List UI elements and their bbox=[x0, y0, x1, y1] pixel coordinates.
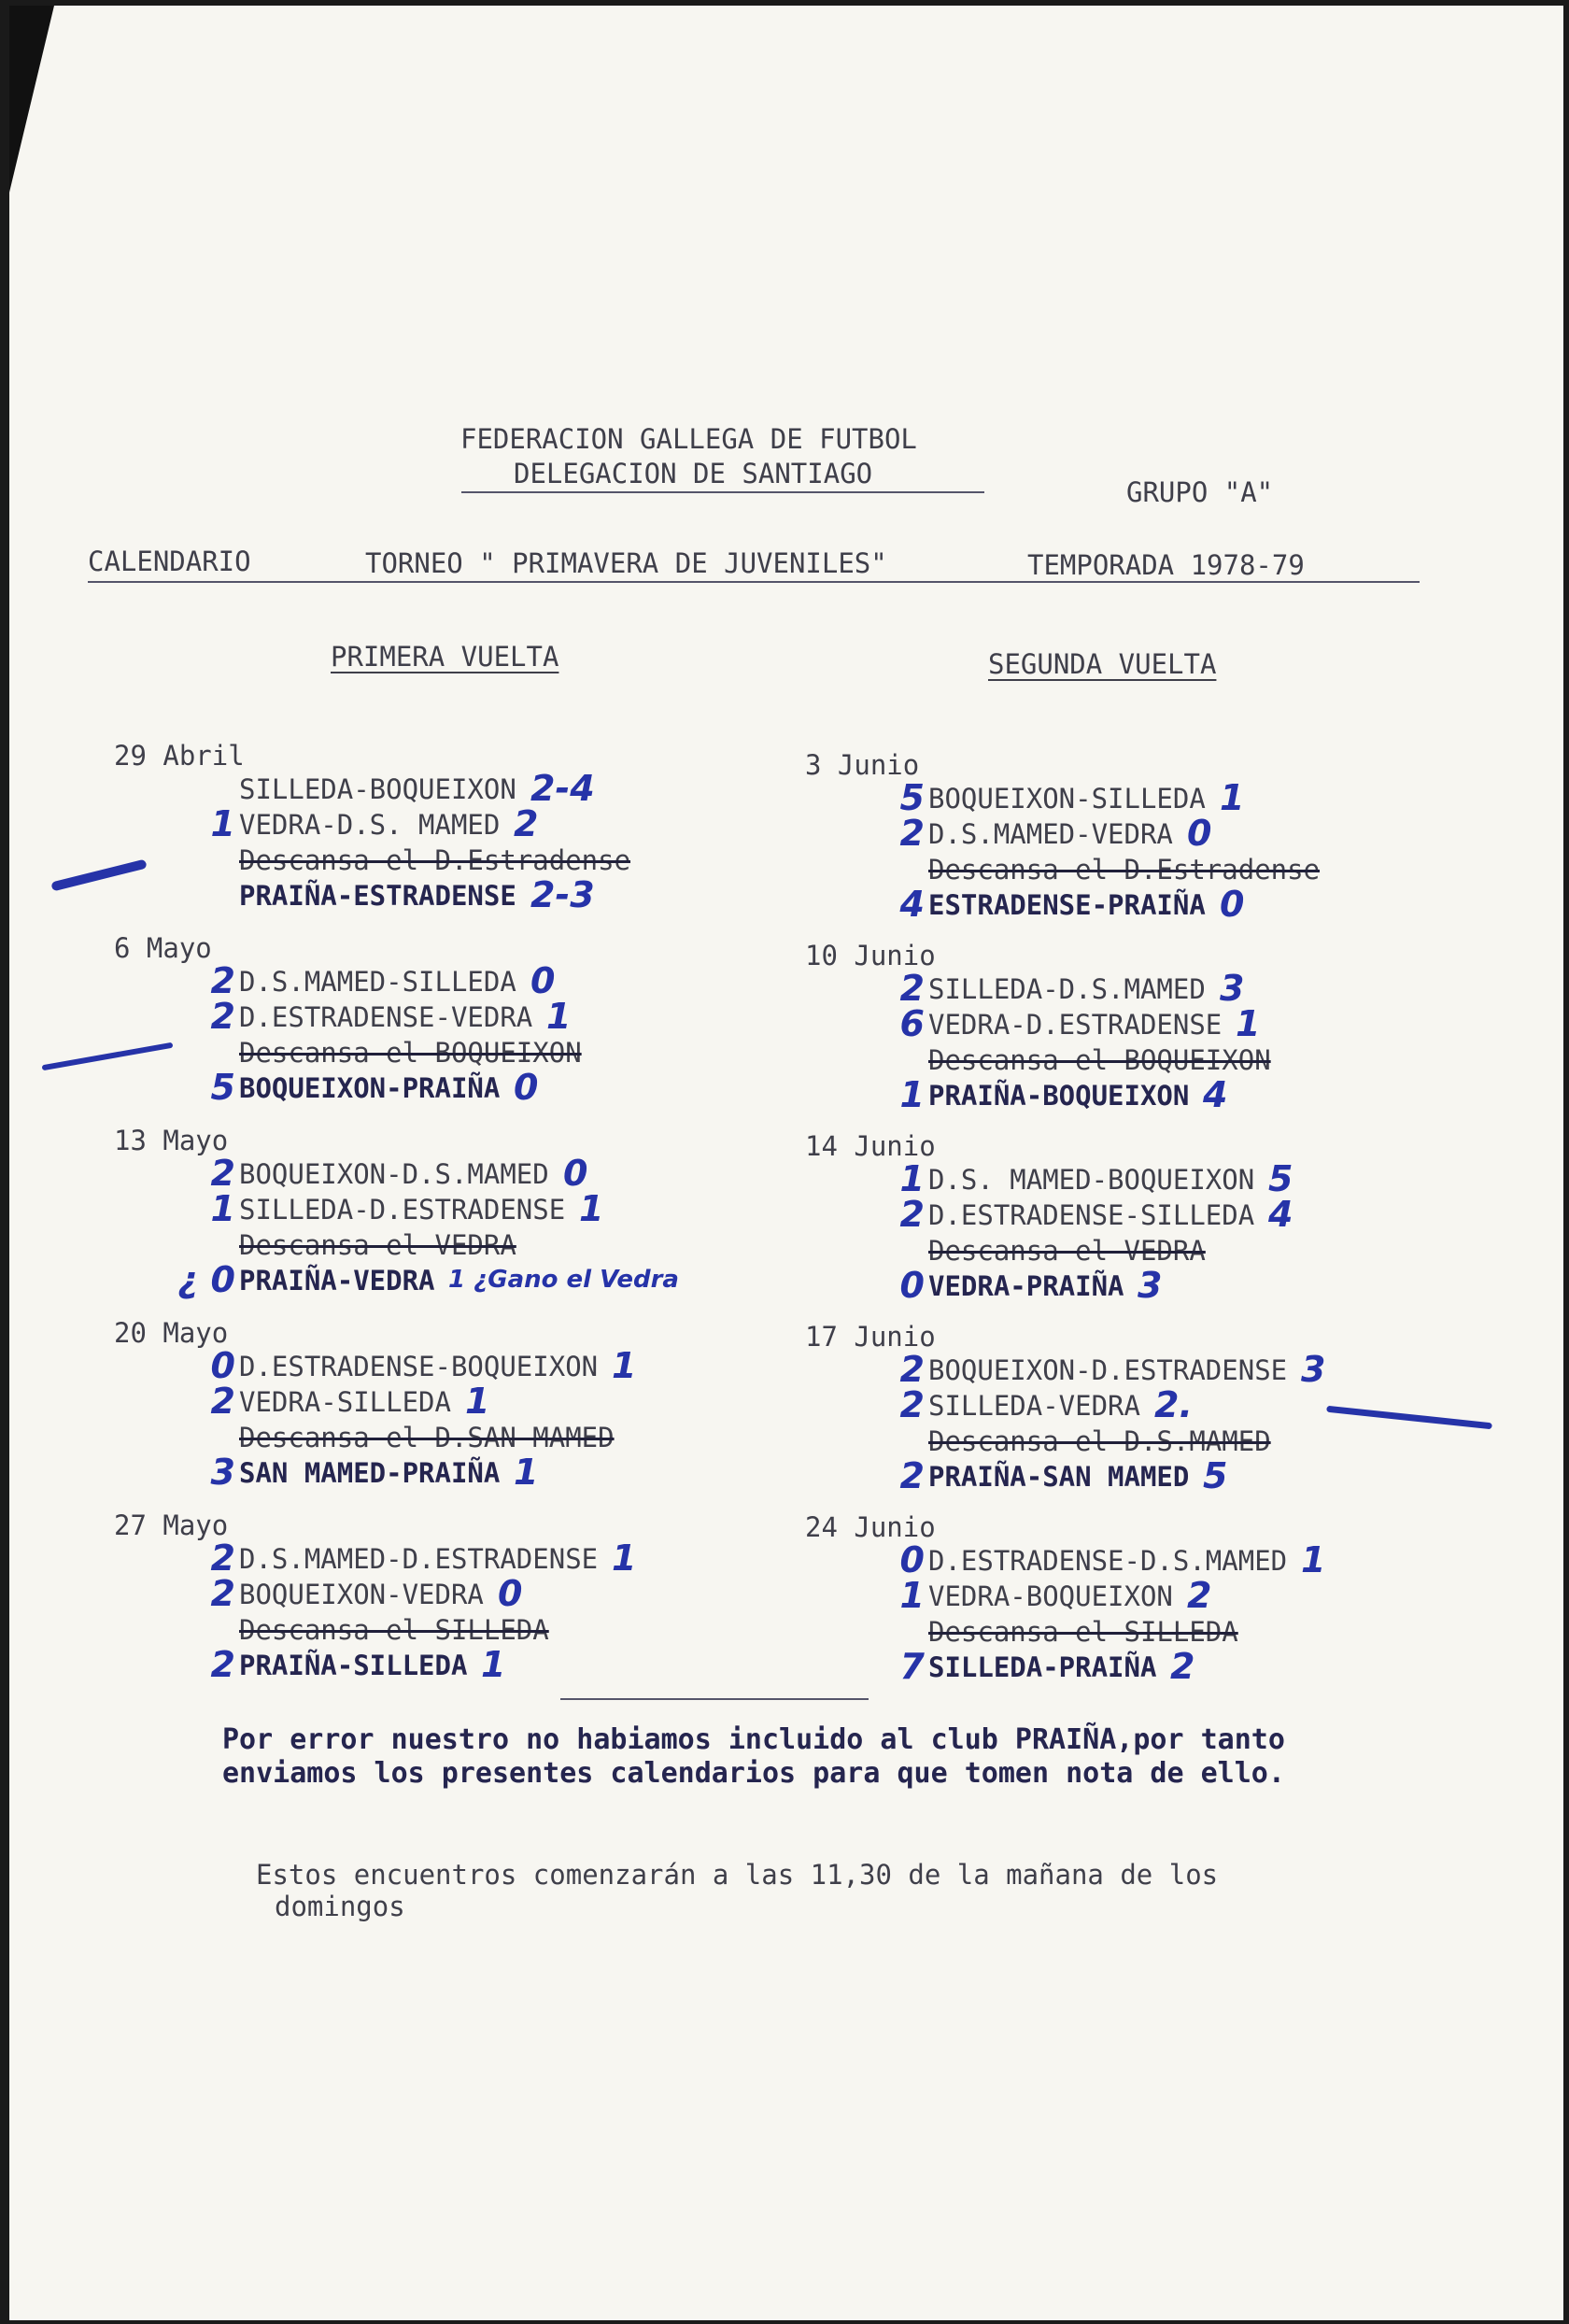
match-fixture: PRAIÑA-SAN MAMED bbox=[928, 1461, 1190, 1493]
away-score-handwritten: 1 bbox=[612, 1538, 637, 1579]
away-score-handwritten: 0 bbox=[563, 1153, 588, 1194]
rest-team-note: Descansa el VEDRA bbox=[928, 1235, 1206, 1267]
home-score-handwritten: 2 bbox=[210, 960, 235, 1001]
home-score-handwritten: 1 bbox=[899, 1575, 925, 1616]
round-date: 27 Mayo bbox=[114, 1509, 229, 1541]
delegation-underline bbox=[461, 491, 984, 493]
away-score-handwritten: 5 bbox=[1203, 1455, 1228, 1496]
home-score-handwritten: 0 bbox=[210, 1345, 235, 1386]
second-round-title: SEGUNDA VUELTA bbox=[988, 648, 1217, 680]
away-score-handwritten: 2. bbox=[1154, 1384, 1193, 1425]
home-score-handwritten: 0 bbox=[899, 1539, 925, 1580]
away-score-handwritten: 4 bbox=[1203, 1074, 1228, 1115]
match-fixture: D.S.MAMED-SILLEDA bbox=[239, 966, 516, 998]
rest-team-note: Descansa el BOQUEIXON bbox=[239, 1037, 582, 1069]
federation-title: FEDERACION GALLEGA DE FUTBOL bbox=[460, 423, 917, 455]
notice-line-2: enviamos los presentes calendarios para que tomen nota de ello. bbox=[222, 1757, 1285, 1790]
footer-line-1: Estos encuentros comenzarán a las 11,30 de la mañana de los bbox=[256, 1859, 1219, 1891]
away-score-handwritten: 1 bbox=[481, 1644, 506, 1685]
away-score-handwritten: 4 bbox=[1268, 1194, 1293, 1235]
rest-team-note: Descansa el D.Estradense bbox=[239, 844, 631, 876]
notice-line-1: Por error nuestro no habiamos incluido al club PRAIÑA,por tanto bbox=[222, 1723, 1285, 1756]
away-score-handwritten: 1 bbox=[1236, 1003, 1261, 1044]
match-fixture: VEDRA-D.S. MAMED bbox=[239, 809, 501, 841]
match-fixture: D.ESTRADENSE-BOQUEIXON bbox=[239, 1351, 599, 1382]
rest-team-note: Descansa el D.SAN MAMED bbox=[239, 1422, 615, 1453]
match-fixture: D.S.MAMED-D.ESTRADENSE bbox=[239, 1543, 599, 1575]
margin-scribble bbox=[50, 859, 147, 892]
home-score-handwritten: 5 bbox=[899, 777, 925, 818]
match-fixture: D.ESTRADENSE-D.S.MAMED bbox=[928, 1545, 1288, 1577]
rest-team-note: Descansa el D.S.MAMED bbox=[928, 1425, 1271, 1457]
calendar-label: CALENDARIO bbox=[88, 546, 251, 577]
rest-team-note: Descansa el D.Estradense bbox=[928, 854, 1321, 886]
group-label: GRUPO "A" bbox=[1126, 476, 1274, 508]
away-score-handwritten: 1 bbox=[1220, 777, 1245, 818]
away-score-handwritten: 1 bbox=[546, 996, 572, 1037]
home-score-handwritten: 7 bbox=[899, 1646, 925, 1687]
match-fixture: SILLEDA-PRAIÑA bbox=[928, 1651, 1157, 1683]
match-fixture: BOQUEIXON-D.S.MAMED bbox=[239, 1158, 549, 1190]
match-fixture: BOQUEIXON-VEDRA bbox=[239, 1579, 484, 1610]
away-score-handwritten: 5 bbox=[1268, 1158, 1293, 1199]
away-score-handwritten: 0 bbox=[1187, 813, 1212, 854]
margin-scribble bbox=[1326, 1406, 1492, 1430]
home-score-handwritten: 1 bbox=[210, 1188, 235, 1229]
away-score-handwritten: 1 bbox=[514, 1452, 539, 1493]
away-score-handwritten: 1 bbox=[612, 1345, 637, 1386]
match-fixture: SILLEDA-D.ESTRADENSE bbox=[239, 1194, 566, 1226]
match-fixture: PRAIÑA-ESTRADENSE bbox=[239, 880, 516, 912]
home-score-handwritten: 1 bbox=[899, 1158, 925, 1199]
round-date: 17 Junio bbox=[805, 1321, 936, 1353]
delegation-title: DELEGACION DE SANTIAGO bbox=[514, 458, 873, 489]
home-score-handwritten: 2 bbox=[899, 1455, 925, 1496]
rest-team-note: Descansa el BOQUEIXON bbox=[928, 1044, 1271, 1076]
first-round-title: PRIMERA VUELTA bbox=[331, 641, 559, 673]
match-fixture: D.ESTRADENSE-SILLEDA bbox=[928, 1199, 1255, 1231]
footer-line-2: domingos bbox=[275, 1891, 405, 1922]
home-score-handwritten: 2 bbox=[899, 813, 925, 854]
home-score-handwritten: 0 bbox=[899, 1265, 925, 1306]
season-label: TEMPORADA 1978-79 bbox=[1027, 549, 1305, 581]
margin-scribble bbox=[42, 1042, 174, 1071]
home-score-handwritten: 2 bbox=[210, 1381, 235, 1422]
away-score-handwritten: 1 bbox=[1301, 1539, 1326, 1580]
home-score-handwritten: 2 bbox=[210, 1538, 235, 1579]
match-fixture: PRAIÑA-SILLEDA bbox=[239, 1650, 468, 1681]
away-score-handwritten: 1 bbox=[465, 1381, 490, 1422]
match-fixture: BOQUEIXON-PRAIÑA bbox=[239, 1072, 501, 1104]
away-score-handwritten: 3 bbox=[1301, 1349, 1326, 1390]
rest-team-note: Descansa el SILLEDA bbox=[928, 1616, 1238, 1648]
match-fixture: VEDRA-BOQUEIXON bbox=[928, 1580, 1173, 1612]
round-date: 10 Junio bbox=[805, 940, 936, 971]
match-fixture: D.S. MAMED-BOQUEIXON bbox=[928, 1164, 1255, 1196]
home-score-handwritten: 1 bbox=[210, 803, 235, 844]
away-score-handwritten: 2 bbox=[1187, 1575, 1212, 1616]
away-score-handwritten: 0 bbox=[514, 1067, 539, 1108]
match-fixture: D.S.MAMED-VEDRA bbox=[928, 818, 1173, 850]
home-score-handwritten: 2 bbox=[899, 968, 925, 1009]
away-score-handwritten: 2 bbox=[514, 803, 539, 844]
away-score-handwritten: 3 bbox=[1220, 968, 1245, 1009]
match-fixture: SILLEDA-D.S.MAMED bbox=[928, 973, 1206, 1005]
home-score-handwritten: 2 bbox=[899, 1384, 925, 1425]
home-score-handwritten: 2 bbox=[899, 1194, 925, 1235]
section-divider bbox=[560, 1698, 869, 1700]
document-page bbox=[9, 6, 1563, 2320]
home-score-handwritten: 2 bbox=[210, 1573, 235, 1614]
round-date: 24 Junio bbox=[805, 1511, 936, 1543]
home-score-handwritten: 2 bbox=[210, 996, 235, 1037]
home-score-handwritten: 4 bbox=[899, 884, 925, 925]
tournament-title: TORNEO " PRIMAVERA DE JUVENILES" bbox=[365, 547, 887, 579]
home-score-handwritten: 2 bbox=[210, 1644, 235, 1685]
round-date: 3 Junio bbox=[805, 749, 920, 781]
rest-team-note: Descansa el VEDRA bbox=[239, 1229, 516, 1261]
match-fixture: VEDRA-PRAIÑA bbox=[928, 1270, 1124, 1302]
header-underline bbox=[88, 581, 1420, 583]
match-fixture: VEDRA-SILLEDA bbox=[239, 1386, 451, 1418]
away-score-handwritten: 3 bbox=[1138, 1265, 1163, 1306]
away-score-handwritten: 0 bbox=[1220, 884, 1245, 925]
home-score-handwritten: 1 bbox=[899, 1074, 925, 1115]
round-date: 13 Mayo bbox=[114, 1125, 229, 1156]
match-fixture: BOQUEIXON-D.ESTRADENSE bbox=[928, 1354, 1288, 1386]
match-fixture: ESTRADENSE-PRAIÑA bbox=[928, 889, 1206, 921]
match-fixture: PRAIÑA-VEDRA bbox=[239, 1265, 435, 1297]
home-score-handwritten: 6 bbox=[899, 1003, 925, 1044]
away-score-handwritten: 2-3 bbox=[530, 874, 595, 915]
home-score-handwritten: 3 bbox=[210, 1452, 235, 1493]
round-date: 29 Abril bbox=[114, 740, 245, 772]
page-corner-shadow bbox=[9, 6, 54, 192]
match-fixture: VEDRA-D.ESTRADENSE bbox=[928, 1009, 1223, 1041]
home-score-handwritten: ¿ 0 bbox=[177, 1259, 235, 1300]
home-score-handwritten: 2 bbox=[899, 1349, 925, 1390]
match-fixture: SILLEDA-VEDRA bbox=[928, 1390, 1140, 1422]
match-fixture: SILLEDA-BOQUEIXON bbox=[239, 773, 516, 805]
rest-team-note: Descansa el SILLEDA bbox=[239, 1614, 549, 1646]
match-fixture: BOQUEIXON-SILLEDA bbox=[928, 783, 1206, 815]
match-fixture: PRAIÑA-BOQUEIXON bbox=[928, 1080, 1190, 1112]
match-fixture: D.ESTRADENSE-VEDRA bbox=[239, 1001, 533, 1033]
round-date: 6 Mayo bbox=[114, 932, 212, 964]
away-score-handwritten: 2 bbox=[1170, 1646, 1195, 1687]
away-score-handwritten: 0 bbox=[498, 1573, 523, 1614]
home-score-handwritten: 5 bbox=[210, 1067, 235, 1108]
round-date: 14 Junio bbox=[805, 1130, 936, 1162]
away-score-handwritten: 1 bbox=[579, 1188, 604, 1229]
round-date: 20 Mayo bbox=[114, 1317, 229, 1349]
match-fixture: SAN MAMED-PRAIÑA bbox=[239, 1457, 501, 1489]
away-score-handwritten: 2-4 bbox=[530, 768, 595, 809]
home-score-handwritten: 2 bbox=[210, 1153, 235, 1194]
away-score-handwritten: 1 ¿Gano el Vedra bbox=[448, 1266, 679, 1294]
away-score-handwritten: 0 bbox=[530, 960, 556, 1001]
